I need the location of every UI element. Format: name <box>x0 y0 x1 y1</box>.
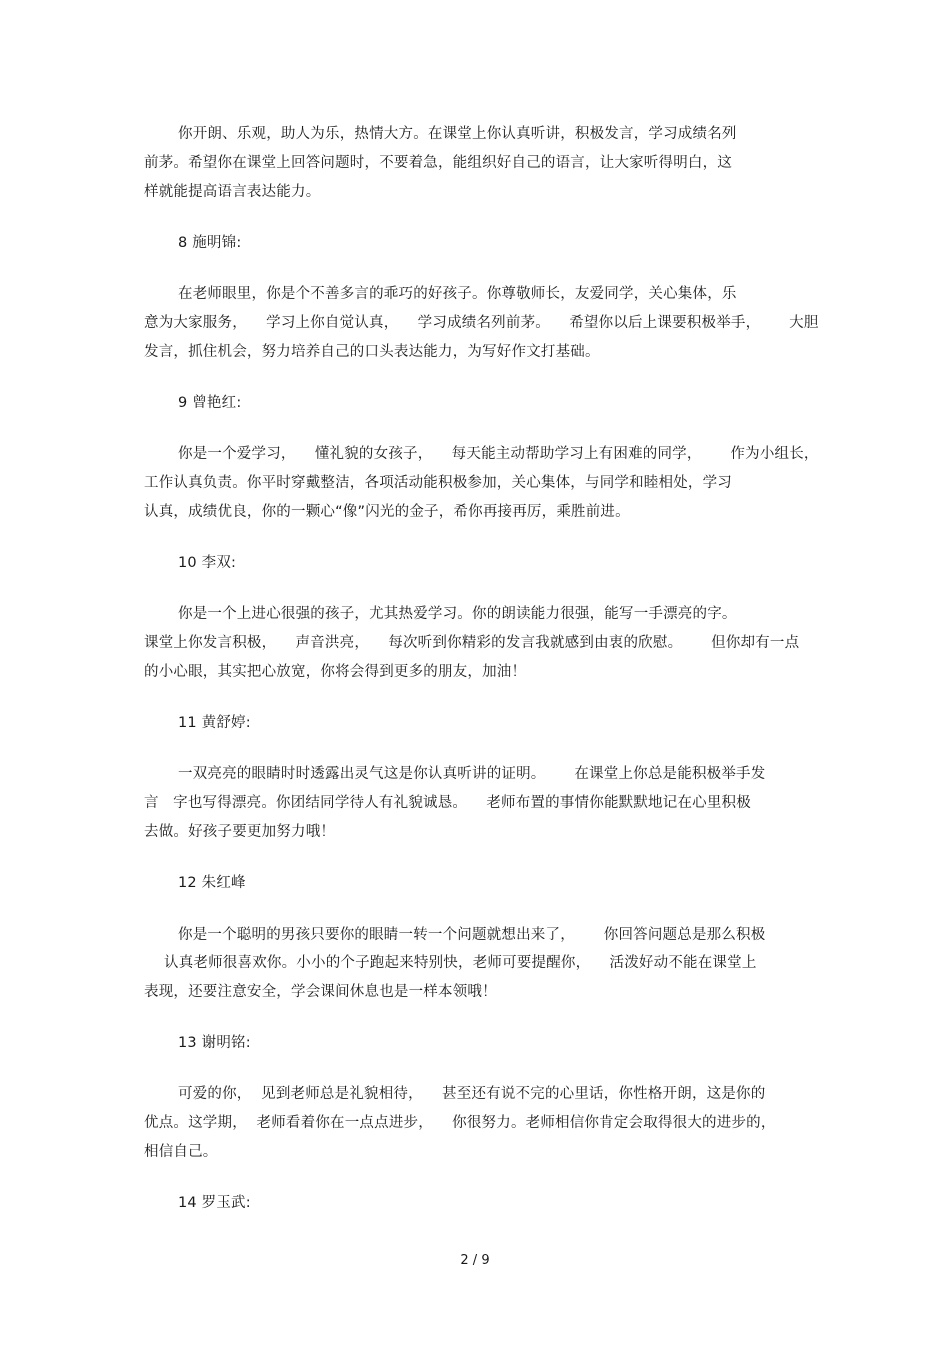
paragraph-line: 表现，还要注意安全，学会课间休息也是一样本领哦！ <box>144 984 497 1000</box>
paragraph-line: 在老师眼里，你是个不善多言的乖巧的好孩子。你尊敬师长，友爱同学，关心集体，乐 <box>178 286 737 302</box>
paragraph-line: 样就能提高语言表达能力。 <box>144 184 321 200</box>
paragraph-line: 前茅。希望你在课堂上回答问题时，不要着急，能组织好自己的语言，让大家听得明白，这 <box>144 155 732 171</box>
paragraph-line: 认真老师很喜欢你。小小的个子跑起来特别快，老师可要提醒你， 活泼好动不能在课堂上 <box>164 955 757 971</box>
paragraph-line: 你是一个聪明的男孩只要你的眼睛一转一个问题就想出来了， 你回答问题总是那么积极 <box>178 927 766 943</box>
paragraph-line: 一双亮亮的眼睛时时透露出灵气这是你认真听讲的证明。 在课堂上你总是能积极举手发 <box>178 766 766 782</box>
paragraph-line: 的小心眼，其实把心放宽，你将会得到更多的朋友，加油！ <box>144 664 527 680</box>
paragraph-line: 去做。好孩子要更加努力哦！ <box>144 824 336 840</box>
paragraph-line: 优点。这学期， 老师看着你在一点点进步， 你很努力。老师相信你肯定会取得很大的进步的， <box>144 1115 776 1131</box>
student-heading: 12 朱红峰 <box>178 875 246 891</box>
student-heading: 10 李双: <box>178 555 237 571</box>
student-heading: 9 曾艳红: <box>178 395 242 411</box>
paragraph-line: 言 字也写得漂亮。你团结同学待人有礼貌诚恳。 老师布置的事情你能默默地记在心里积极 <box>144 795 751 811</box>
paragraph-line: 发言，抓住机会，努力培养自己的口头表达能力，为写好作文打基础。 <box>144 344 600 360</box>
paragraph-line: 相信自己。 <box>144 1144 218 1160</box>
paragraph-line: 意为大家服务， 学习上你自觉认真， 学习成绩名列前茅。 希望你以后上课要积极举手， 大胆 <box>144 315 819 331</box>
paragraph-line: 你开朗、乐观，助人为乐，热情大方。在课堂上你认真听讲，积极发言，学习成绩名列 <box>178 126 737 142</box>
student-heading: 13 谢明铭: <box>178 1035 251 1051</box>
paragraph-line: 认真，成绩优良，你的一颗心“像”闪光的金子，希你再接再厉，乘胜前进。 <box>144 504 630 520</box>
student-heading: 14 罗玉武: <box>178 1195 251 1211</box>
paragraph-line: 工作认真负责。你平时穿戴整洁，各项活动能积极参加，关心集体，与同学和睦相处，学习 <box>144 475 732 491</box>
paragraph-line: 你是一个爱学习， 懂礼貌的女孩子， 每天能主动帮助学习上有困难的同学， 作为小组长， <box>178 446 819 462</box>
paragraph-line: 可爱的你， 见到老师总是礼貌相待， 甚至还有说不完的心里话，你性格开朗，这是你的 <box>178 1086 766 1102</box>
paragraph-line: 课堂上你发言积极， 声音洪亮， 每次听到你精彩的发言我就感到由衷的欣慰。 但你却有一点 <box>144 635 800 651</box>
paragraph-line: 你是一个上进心很强的孩子，尤其热爱学习。你的朗读能力很强，能写一手漂亮的字。 <box>178 606 737 622</box>
student-heading: 11 黄舒婷: <box>178 715 251 731</box>
page-number: 2 / 9 <box>460 1253 490 1268</box>
student-heading: 8 施明锦: <box>178 235 242 251</box>
